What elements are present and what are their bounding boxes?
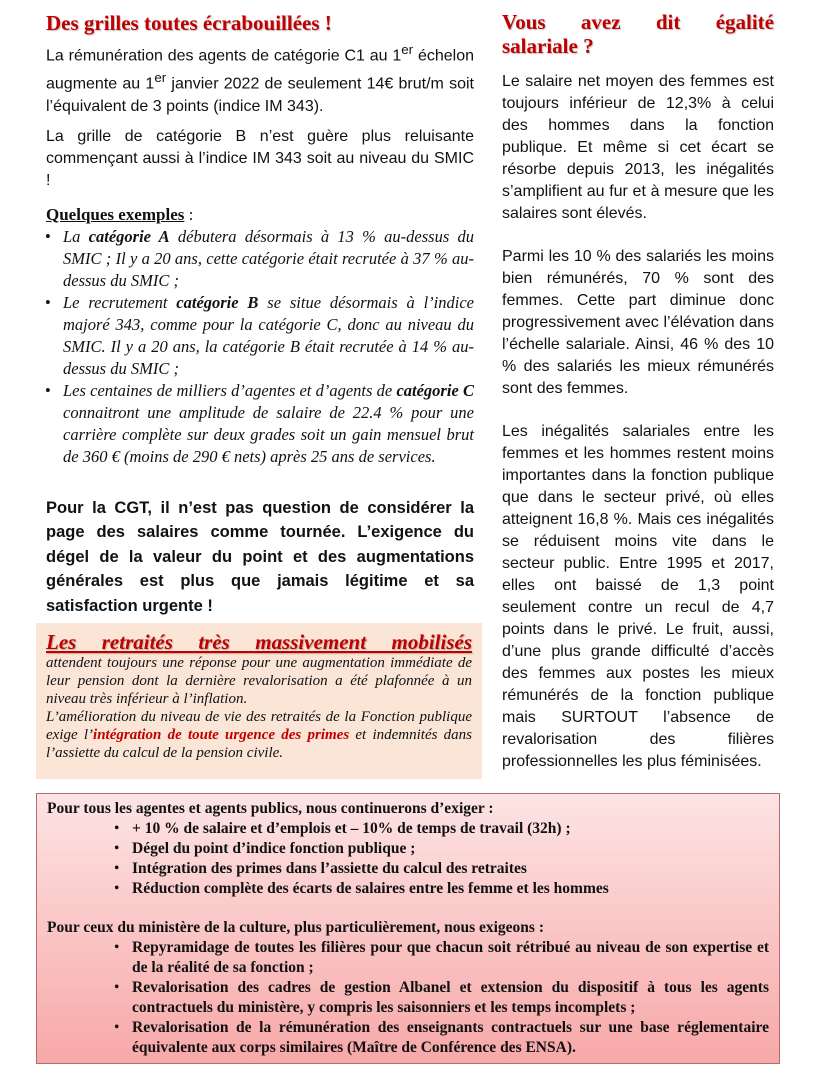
demand-item: • Intégration des primes dans l’assiette du calcul des retraites <box>115 859 769 879</box>
grids-title: Des grilles toutes écrabouillées ! <box>46 11 332 35</box>
retirees-title: Les retraités très massivement mobilisés <box>46 630 472 654</box>
demands-box <box>36 793 780 1064</box>
retirees-paragraph: attendent toujours une réponse pour une augmentation immédiate de leur pension dont la dernière revalorisation a été plafonnée à un niveau très inférieur à l’inflation. <box>46 655 472 707</box>
title-line: Vous avez dit égalité <box>502 10 774 34</box>
equality-title <box>502 10 774 58</box>
spacer <box>47 899 769 918</box>
text-run: se situe désormais à l’indice majoré 343, comme pour la catégorie C, donc au niveau du SMIC. Il y a 20 ans, la catégorie B était recrutée à 14 % au-dessus du SMIC ; <box>63 292 474 378</box>
text-run: échelon augmente au 1 <box>46 47 474 93</box>
example-item <box>46 226 474 292</box>
left-column <box>46 10 474 618</box>
text-run: débutera désormais à 13 % au-dessus du SMIC ; Il y a 20 ans, cette catégorie était recrutée à 37 % au-dessus du SMIC ; <box>63 226 474 290</box>
demand-item: • Réduction complète des écarts de salaires entre les femme et les hommes <box>115 879 769 899</box>
demands-intro-culture-ministry: Pour ceux du ministère de la culture, plus particulièrement, nous exigeons : <box>47 919 544 936</box>
retirees-box <box>36 623 482 779</box>
text-run: La <box>63 226 89 246</box>
category-b-paragraph: La grille de catégorie B n’est guère plus reluisante commençant aussi à l’indice IM 343 soit au niveau du SMIC ! <box>46 127 474 189</box>
examples-list <box>46 226 474 468</box>
equality-paragraph: Le salaire net moyen des femmes est toujours inférieur de 12,3% à celui des hommes dans la fonction publique. Et même si cet écart se résorbe depuis 2013, les inégalités s’amplifient au fur et à mesure que les salaires sont élevés. <box>502 73 774 222</box>
text-run: La rémunération des agents de catégorie C1 au 1 <box>46 47 402 65</box>
text-run: L’amélioration du niveau de vie des retraités de la Fonction publique exige l’ <box>46 709 472 743</box>
text-run: Les centaines de milliers d’agentes et d’agents de <box>63 380 397 400</box>
category-name: catégorie C <box>396 380 474 400</box>
example-item <box>46 292 474 380</box>
demand-item: • Repyramidage de toutes les filières pour que chacun soit rétribué au niveau de son expertise et de la réalité de sa fonction ; <box>115 938 769 978</box>
demand-item: • Dégel du point d’indice fonction publique ; <box>115 839 769 859</box>
retirees-demand-paragraph <box>46 708 472 762</box>
text-run: connaitront une amplitude de salaire de 22.4 % pour une carrière complète sur deux grades soit un gain mensuel brut de 360 € (moins de 290 € nets) après 25 ans de services. <box>63 402 474 466</box>
cgt-statement: Pour la CGT, il n’est pas question de considérer la page des salaires comme tournée. L’exigence du dégel de la valeur du point et des augmentations générales est plus que jamais légitime et sa satisfaction urgente ! <box>46 498 474 615</box>
text-run: janvier 2022 de seulement 14€ brut/m soit l’équivalent de 3 points (indice IM 343). <box>46 75 475 115</box>
demand-item: • Revalorisation de la rémunération des enseignants contractuels sur une base réglementaire équivalente aux corps similaires (Maître de Conférence des ENSA). <box>115 1018 769 1058</box>
demands-intro-all-agents: Pour tous les agentes et agents publics, nous continuerons d’exiger : <box>47 800 494 817</box>
demands-list-all-agents <box>47 819 769 899</box>
equality-paragraph: Parmi les 10 % des salariés les moins bien rémunérés, 70 % sont des femmes. Cette part diminue donc progressivement avec l’élévation dans l’échelle salariale. Ainsi, 46 % des 10 % des salariés les mieux rémunérés sont des femmes. <box>502 248 774 397</box>
category-name: catégorie B <box>176 292 259 312</box>
demand-item: • + 10 % de salaire et d’emplois et – 10% de temps de travail (32h) ; <box>115 819 769 839</box>
right-column <box>502 10 774 794</box>
example-item <box>46 380 474 468</box>
demand-item: • Revalorisation des cadres de gestion Albanel et extension du dispositif à tous les agents contractuels du ministère, y compris les saisonniers et les temps incomplets ; <box>115 978 769 1018</box>
demands-list-culture-ministry <box>47 938 769 1058</box>
text-run: Le recrutement <box>63 292 177 312</box>
equality-paragraph: Les inégalités salariales entre les femmes et les hommes restent moins importantes dans la fonction publique que dans le secteur privé, où elles atteignent 16,8 %. Mais ces inégalités se réduisent moins vite dans le secteur public. Entre 1995 et 2017, elles ont baissé de 1,3 point seulement contre un recul de 4,7 points dans le privé. Le fruit, aussi, d’une plus grande difficulté d’accès des femmes aux postes les mieux rémunérés de la fonction publique mais SURTOUT l’absence de revalorisation des filières professionnelles les plus féminisées. <box>502 423 774 770</box>
title-line: salariale ? <box>502 34 594 58</box>
superscript: er <box>154 70 167 86</box>
category-c-paragraph <box>46 39 474 118</box>
examples-heading-label: Quelques exemples <box>46 204 185 224</box>
category-name: catégorie A <box>88 226 170 246</box>
superscript: er <box>401 42 414 57</box>
examples-colon: : <box>184 204 194 224</box>
examples-heading <box>46 204 474 226</box>
text-run: et indemnités dans l’assiette du calcul de la pension civile. <box>46 727 472 761</box>
highlight-text: intégration de toute urgence des primes <box>93 727 350 743</box>
